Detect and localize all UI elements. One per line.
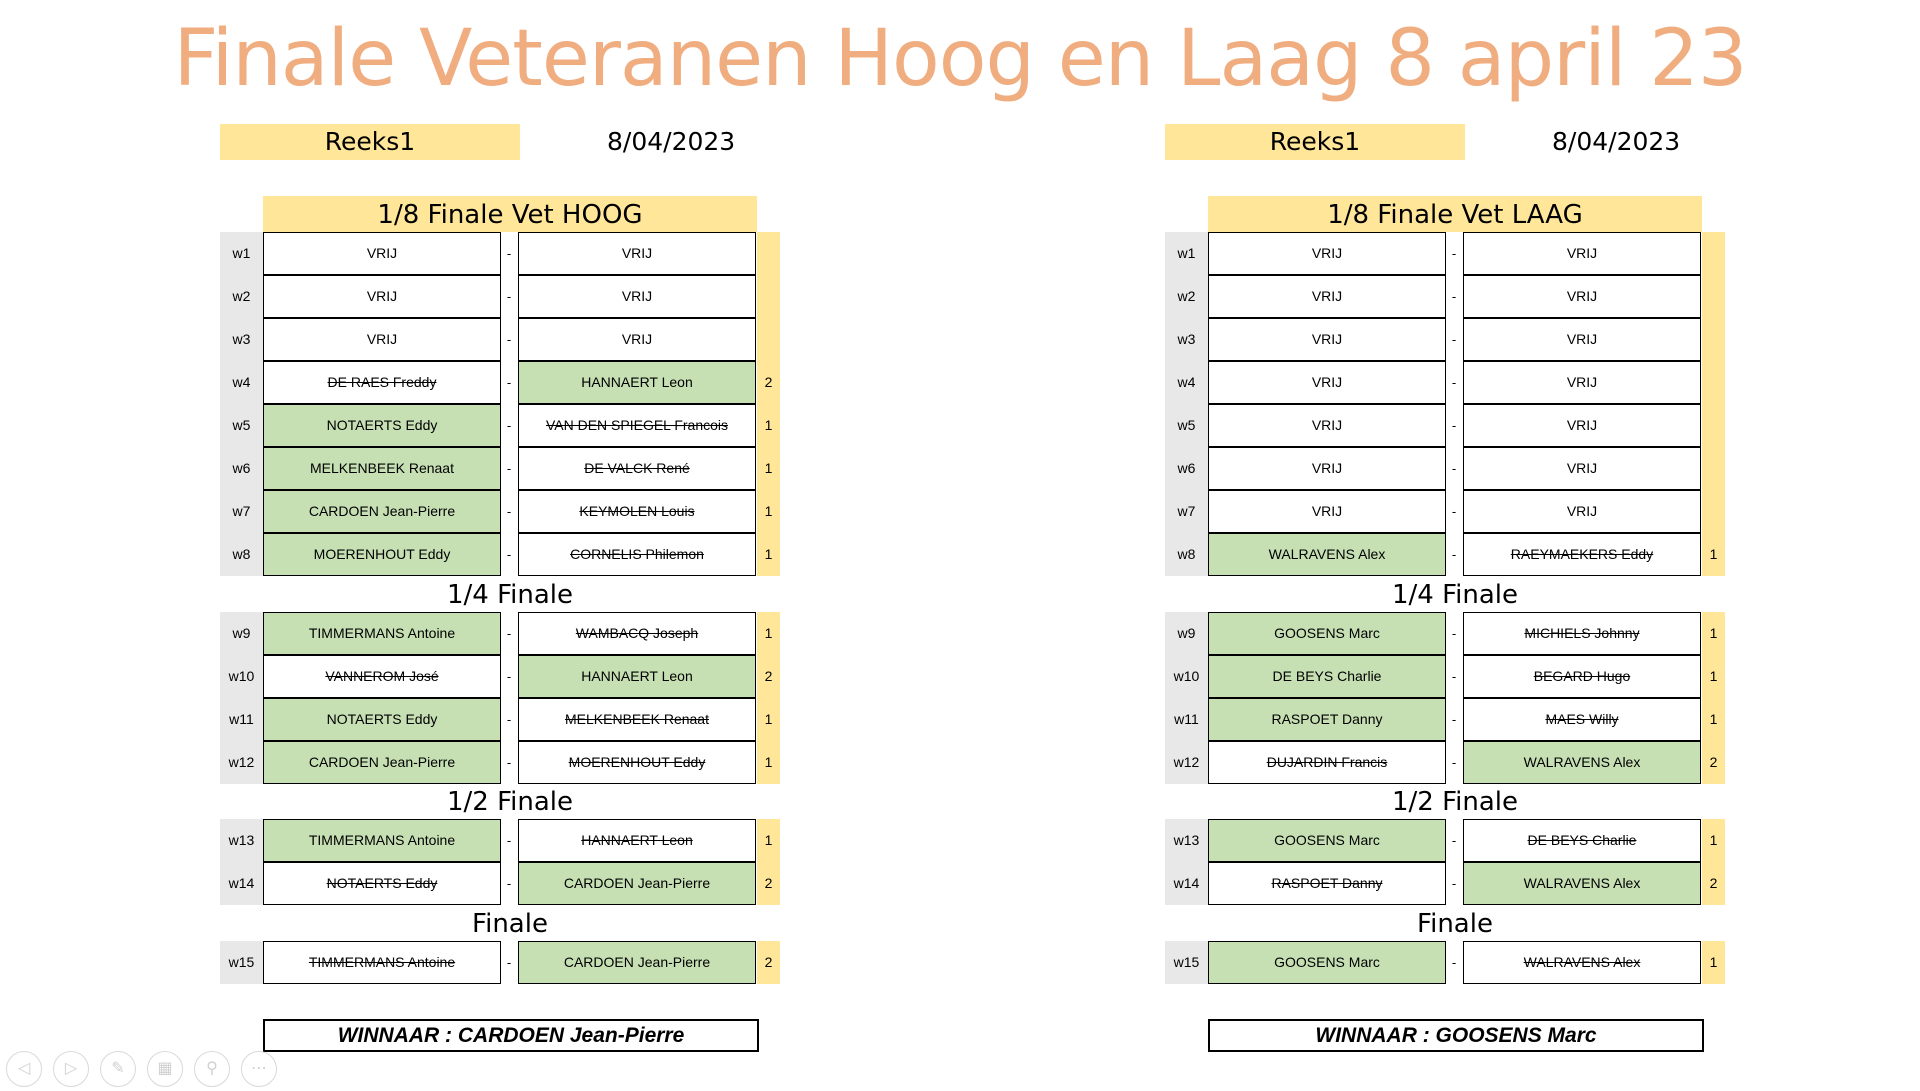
section-header: Finale <box>1417 909 1493 939</box>
match-label: w12 <box>1165 741 1208 784</box>
zoom-icon[interactable]: ⚲ <box>194 1051 230 1087</box>
bracket-hoog <box>220 0 780 1080</box>
player-two-cell: RAEYMAEKERS Eddy <box>1463 533 1701 576</box>
match-row <box>1165 318 1725 361</box>
match-row <box>1165 655 1725 698</box>
player-one-cell: GOOSENS Marc <box>1208 819 1446 862</box>
vs-separator: - <box>1451 833 1457 848</box>
winner-score: 2 <box>1702 741 1725 784</box>
vs-separator: - <box>506 461 512 476</box>
winner-score: 1 <box>1702 612 1725 655</box>
player-two-cell: WALRAVENS Alex <box>1463 741 1701 784</box>
vs-separator: - <box>1451 955 1457 970</box>
player-one-cell: DE BEYS Charlie <box>1208 655 1446 698</box>
player-one-cell: VRIJ <box>263 318 501 361</box>
player-one-cell: VRIJ <box>1208 232 1446 275</box>
player-two-cell: HANNAERT Leon <box>518 819 756 862</box>
match-label: w12 <box>220 741 263 784</box>
player-one-cell: DE RAES Freddy <box>263 361 501 404</box>
player-one-cell: VRIJ <box>1208 447 1446 490</box>
match-label: w6 <box>220 447 263 490</box>
match-label: w5 <box>220 404 263 447</box>
match-row <box>1165 490 1725 533</box>
player-one-cell: CARDOEN Jean-Pierre <box>263 741 501 784</box>
match-label: w1 <box>220 232 263 275</box>
winner-score <box>1702 232 1725 275</box>
player-two-cell: WALRAVENS Alex <box>1463 862 1701 905</box>
reeks-label: Reeks1 <box>220 124 520 160</box>
match-label: w3 <box>220 318 263 361</box>
match-label: w9 <box>1165 612 1208 655</box>
player-two-cell: HANNAERT Leon <box>518 361 756 404</box>
match-label: w11 <box>220 698 263 741</box>
vs-separator: - <box>506 876 512 891</box>
winner-score: 1 <box>757 404 780 447</box>
player-two-cell: VRIJ <box>1463 490 1701 533</box>
player-one-cell: VRIJ <box>1208 318 1446 361</box>
vs-separator: - <box>506 712 512 727</box>
match-row <box>220 741 780 784</box>
winner-score: 1 <box>757 698 780 741</box>
player-two-cell: VRIJ <box>1463 361 1701 404</box>
match-label: w14 <box>1165 862 1208 905</box>
vs-separator: - <box>1451 626 1457 641</box>
match-label: w4 <box>1165 361 1208 404</box>
match-row <box>220 232 780 275</box>
section-header: 1/2 Finale <box>1391 787 1519 817</box>
player-one-cell: NOTAERTS Eddy <box>263 862 501 905</box>
player-one-cell: MELKENBEEK Renaat <box>263 447 501 490</box>
winner-score: 1 <box>757 612 780 655</box>
player-one-cell: RASPOET Danny <box>1208 862 1446 905</box>
player-two-cell: DE VALCK René <box>518 447 756 490</box>
vs-separator: - <box>1451 547 1457 562</box>
match-label: w7 <box>1165 490 1208 533</box>
vs-separator: - <box>1451 246 1457 261</box>
vs-separator: - <box>506 626 512 641</box>
match-label: w2 <box>220 275 263 318</box>
player-one-cell: VRIJ <box>1208 490 1446 533</box>
match-label: w7 <box>220 490 263 533</box>
winner-score: 1 <box>1702 655 1725 698</box>
match-row <box>220 361 780 404</box>
player-one-cell: CARDOEN Jean-Pierre <box>263 490 501 533</box>
match-row <box>1165 941 1725 984</box>
vs-separator: - <box>506 955 512 970</box>
match-label: w15 <box>1165 941 1208 984</box>
match-label: w3 <box>1165 318 1208 361</box>
player-two-cell: MELKENBEEK Renaat <box>518 698 756 741</box>
player-one-cell: VRIJ <box>263 275 501 318</box>
player-one-cell: DUJARDIN Francis <box>1208 741 1446 784</box>
player-two-cell: KEYMOLEN Louis <box>518 490 756 533</box>
vs-separator: - <box>506 246 512 261</box>
winner-score: 1 <box>757 490 780 533</box>
vs-separator: - <box>506 289 512 304</box>
player-one-cell: TIMMERMANS Antoine <box>263 612 501 655</box>
section-header: 1/4 Finale <box>1391 580 1519 610</box>
date-label: 8/04/2023 <box>607 127 736 156</box>
match-row <box>1165 275 1725 318</box>
player-two-cell: VRIJ <box>518 232 756 275</box>
winner-score <box>1702 318 1725 361</box>
winner-score: 2 <box>757 862 780 905</box>
winner-score: 1 <box>1702 819 1725 862</box>
winner-score: 2 <box>757 361 780 404</box>
match-label: w14 <box>220 862 263 905</box>
match-row <box>1165 404 1725 447</box>
player-two-cell: VAN DEN SPIEGEL Francois <box>518 404 756 447</box>
winner-score: 1 <box>757 533 780 576</box>
player-two-cell: MICHIELS Johnny <box>1463 612 1701 655</box>
reeks-label: Reeks1 <box>1165 124 1465 160</box>
match-row <box>220 862 780 905</box>
next-slide-icon[interactable]: ▷ <box>53 1051 89 1087</box>
player-one-cell: VRIJ <box>1208 275 1446 318</box>
player-one-cell: NOTAERTS Eddy <box>263 404 501 447</box>
match-label: w10 <box>220 655 263 698</box>
vs-separator: - <box>1451 504 1457 519</box>
match-row <box>1165 819 1725 862</box>
vs-separator: - <box>1451 461 1457 476</box>
bracket-laag <box>1165 0 1725 1080</box>
player-one-cell: TIMMERMANS Antoine <box>263 941 501 984</box>
match-label: w5 <box>1165 404 1208 447</box>
player-two-cell: MAES Willy <box>1463 698 1701 741</box>
match-row <box>1165 533 1725 576</box>
match-row <box>1165 862 1725 905</box>
player-two-cell: WALRAVENS Alex <box>1463 941 1701 984</box>
player-one-cell: WALRAVENS Alex <box>1208 533 1446 576</box>
match-label: w1 <box>1165 232 1208 275</box>
section-header: 1/8 Finale Vet HOOG <box>263 196 757 232</box>
player-two-cell: WAMBACQ Joseph <box>518 612 756 655</box>
player-one-cell: RASPOET Danny <box>1208 698 1446 741</box>
match-label: w13 <box>1165 819 1208 862</box>
player-one-cell: MOERENHOUT Eddy <box>263 533 501 576</box>
winner-score <box>757 318 780 361</box>
player-two-cell: HANNAERT Leon <box>518 655 756 698</box>
match-row <box>220 655 780 698</box>
vs-separator: - <box>506 504 512 519</box>
winner-banner: WINNAAR : GOOSENS Marc <box>1208 1019 1704 1052</box>
vs-separator: - <box>506 547 512 562</box>
player-one-cell: VRIJ <box>1208 404 1446 447</box>
winner-score <box>1702 275 1725 318</box>
player-two-cell: DE BEYS Charlie <box>1463 819 1701 862</box>
match-row <box>220 819 780 862</box>
match-row <box>1165 232 1725 275</box>
vs-separator: - <box>1451 669 1457 684</box>
match-row <box>220 318 780 361</box>
player-two-cell: VRIJ <box>518 318 756 361</box>
section-header: 1/2 Finale <box>446 787 574 817</box>
match-row <box>220 941 780 984</box>
match-label: w6 <box>1165 447 1208 490</box>
match-row <box>220 612 780 655</box>
winner-score: 1 <box>757 447 780 490</box>
winner-score <box>757 275 780 318</box>
match-label: w15 <box>220 941 263 984</box>
match-label: w2 <box>1165 275 1208 318</box>
match-row <box>1165 741 1725 784</box>
player-two-cell: VRIJ <box>1463 404 1701 447</box>
vs-separator: - <box>506 833 512 848</box>
match-row <box>220 404 780 447</box>
vs-separator: - <box>1451 418 1457 433</box>
match-row <box>220 275 780 318</box>
page-title: Finale Veteranen Hoog en Laag 8 april 23 <box>173 14 1747 104</box>
match-row <box>220 490 780 533</box>
previous-slide-icon[interactable]: ◁ <box>6 1051 42 1087</box>
player-two-cell: BEGARD Hugo <box>1463 655 1701 698</box>
section-header: 1/8 Finale Vet LAAG <box>1208 196 1702 232</box>
winner-score: 1 <box>1702 941 1725 984</box>
winner-score: 2 <box>1702 862 1725 905</box>
match-label: w11 <box>1165 698 1208 741</box>
winner-score: 2 <box>757 941 780 984</box>
winner-score: 1 <box>1702 533 1725 576</box>
player-one-cell: VRIJ <box>263 232 501 275</box>
date-label: 8/04/2023 <box>1552 127 1681 156</box>
vs-separator: - <box>1451 712 1457 727</box>
match-label: w8 <box>1165 533 1208 576</box>
player-two-cell: CORNELIS Philemon <box>518 533 756 576</box>
match-row <box>220 533 780 576</box>
section-header: Finale <box>472 909 548 939</box>
player-one-cell: VRIJ <box>1208 361 1446 404</box>
winner-score: 1 <box>757 819 780 862</box>
match-label: w13 <box>220 819 263 862</box>
match-row <box>220 698 780 741</box>
player-two-cell: VRIJ <box>1463 232 1701 275</box>
player-two-cell: VRIJ <box>1463 447 1701 490</box>
winner-score <box>1702 404 1725 447</box>
match-row <box>220 447 780 490</box>
winner-score <box>1702 447 1725 490</box>
vs-separator: - <box>1451 375 1457 390</box>
winner-score <box>1702 490 1725 533</box>
match-label: w10 <box>1165 655 1208 698</box>
winner-banner: WINNAAR : CARDOEN Jean-Pierre <box>263 1019 759 1052</box>
vs-separator: - <box>1451 755 1457 770</box>
vs-separator: - <box>506 332 512 347</box>
player-two-cell: VRIJ <box>1463 275 1701 318</box>
winner-score: 1 <box>757 741 780 784</box>
match-label: w8 <box>220 533 263 576</box>
vs-separator: - <box>506 755 512 770</box>
match-row <box>1165 361 1725 404</box>
winner-score <box>757 232 780 275</box>
winner-score: 1 <box>1702 698 1725 741</box>
winner-score <box>1702 361 1725 404</box>
player-one-cell: VANNEROM José <box>263 655 501 698</box>
player-two-cell: VRIJ <box>1463 318 1701 361</box>
slides-overview-icon[interactable]: ▦ <box>147 1051 183 1087</box>
player-one-cell: NOTAERTS Eddy <box>263 698 501 741</box>
player-two-cell: VRIJ <box>518 275 756 318</box>
player-one-cell: GOOSENS Marc <box>1208 612 1446 655</box>
pen-icon[interactable]: ✎ <box>100 1051 136 1087</box>
player-one-cell: GOOSENS Marc <box>1208 941 1446 984</box>
more-options-icon[interactable]: ⋯ <box>241 1051 277 1087</box>
match-row <box>1165 698 1725 741</box>
player-one-cell: TIMMERMANS Antoine <box>263 819 501 862</box>
vs-separator: - <box>506 375 512 390</box>
match-row <box>1165 447 1725 490</box>
section-header: 1/4 Finale <box>446 580 574 610</box>
player-two-cell: CARDOEN Jean-Pierre <box>518 941 756 984</box>
vs-separator: - <box>1451 289 1457 304</box>
vs-separator: - <box>1451 876 1457 891</box>
winner-score: 2 <box>757 655 780 698</box>
player-two-cell: CARDOEN Jean-Pierre <box>518 862 756 905</box>
vs-separator: - <box>506 418 512 433</box>
vs-separator: - <box>1451 332 1457 347</box>
match-label: w9 <box>220 612 263 655</box>
match-row <box>1165 612 1725 655</box>
vs-separator: - <box>506 669 512 684</box>
player-two-cell: MOERENHOUT Eddy <box>518 741 756 784</box>
match-label: w4 <box>220 361 263 404</box>
